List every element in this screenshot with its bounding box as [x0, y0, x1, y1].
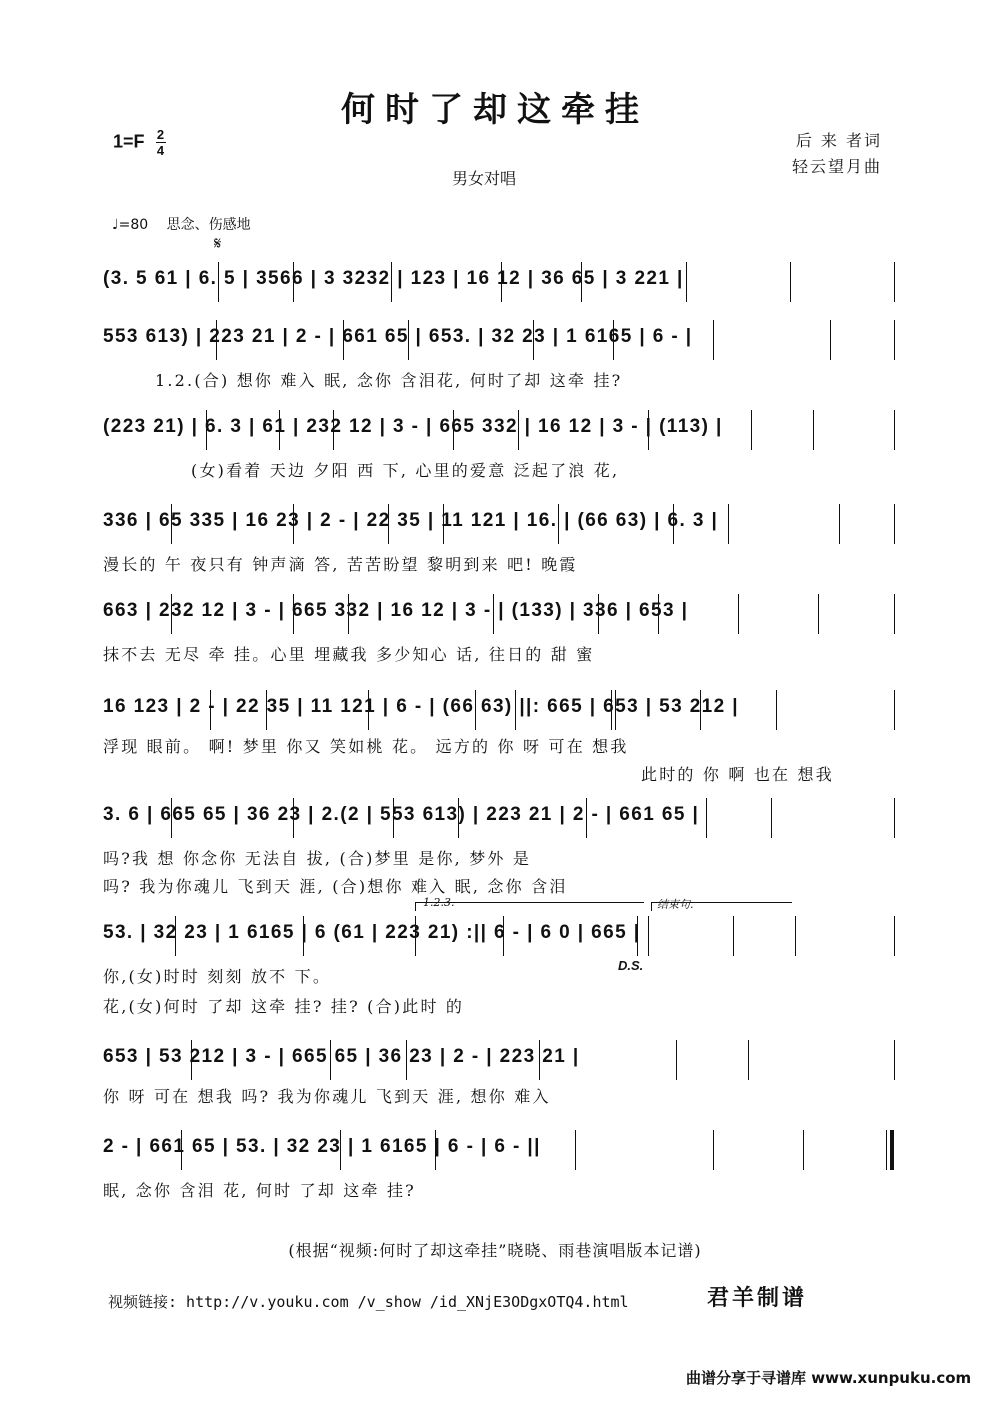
lyric-line-1: 眠, 念你 含泪 花, 何时 了却 这牵 挂?	[103, 1181, 416, 1200]
site-watermark: 曲谱分享于寻谱库 www.xunpuku.com	[686, 1369, 972, 1387]
lyric-line-1: 抹不去 无尽 牵 挂。心里 埋藏我 多少知心 话, 往日的 甜 蜜	[103, 645, 595, 664]
notation-line: 653 | 53 212 | 3 - | 665 65 | 36 23 | 2 - | 223 21 |	[103, 1046, 580, 1067]
notation-line: 663 | 232 12 | 3 - | 665 332 | 16 12 | 3 - | (133) | 336 | 653 |	[103, 600, 689, 621]
key-signature	[113, 128, 166, 157]
notation-line: 3. 6 | 665 65 | 36 23 | 2.(2 | 553 613) | 223 21 | 2 - | 661 65 |	[103, 804, 700, 825]
lyric-line-1: 漫长的 午 夜只有 钟声滴 答, 苦苦盼望 黎明到来 吧! 晚霞	[103, 555, 578, 574]
notation-line: 336 | 65 335 | 16 23 | 2 - | 22 35 | 11 121 | 16. | (66 63) | 6. 3 |	[103, 510, 719, 531]
lyricist-credit: 后 来 者词	[795, 131, 882, 150]
lyric-line-2: 此时的 你 啊 也在 想我	[641, 765, 834, 784]
time-signature-top: 2	[156, 127, 165, 142]
lyric-line-1: 你 呀 可在 想我 吗? 我为你魂儿 飞到天 涯, 想你 难入	[103, 1087, 551, 1106]
volta-2-label: 结束句.	[657, 898, 694, 911]
dal-segno-mark: D.S.	[618, 958, 644, 973]
notation-line: 553 613) | 223 21 | 2 - | 661 65 | 653. | 32 23 | 1 6165 | 6 - |	[103, 326, 693, 347]
lyric-line-1: 浮现 眼前。 啊! 梦里 你又 笑如桃 花。 远方的 你 呀 可在 想我	[103, 737, 629, 756]
segno-symbol: 𝄋	[214, 234, 222, 254]
lyric-line-2: 花,(女)何时 了却 这牵 挂? 挂? (合)此时 的	[103, 997, 465, 1016]
composer-credit: 轻云望月曲	[791, 157, 882, 176]
performance-subtitle: 男女对唱	[452, 169, 517, 188]
notation-line: (3. 5 61 | 6. 5 | 3566 | 3 3232 | 123 | 16 12 | 36 65 | 3 221 |	[103, 268, 684, 289]
lyric-line-1: 吗?我 想 你念你 无法自 拔, (合)梦里 是你, 梦外 是	[103, 849, 532, 868]
song-title: 何时了却这牵挂	[341, 90, 649, 130]
lyric-line-1: 你,(女)时时 刻刻 放不 下。	[103, 967, 332, 986]
time-signature-bottom: 4	[156, 143, 165, 158]
key-label: 1=F	[113, 131, 145, 152]
notation-line: (223 21) | 6. 3 | 61 | 232 12 | 3 - | 665 332 | 16 12 | 3 - | (113) |	[103, 416, 723, 437]
transcriber-signature: 君羊制谱	[707, 1285, 808, 1311]
notation-line: 16 123 | 2 - | 22 35 | 11 121 | 6 - | (66 63) ||: 665 | 653 | 53 212 |	[103, 696, 740, 717]
notation-line: 2 - | 661 65 | 53. | 32 23 | 1 6165 | 6 - | 6 - ||	[103, 1136, 541, 1157]
time-signature	[156, 128, 166, 157]
lyric-line-1: 1.2.(合) 想你 难入 眠, 念你 含泪花, 何时了却 这牵 挂?	[155, 371, 623, 390]
lyric-line-1: (女)看着 天边 夕阳 西 下, 心里的爱意 泛起了浪 花,	[191, 461, 620, 480]
notation-line: 53. | 32 23 | 1 6165 | 6 (61 | 223 21) :|| 6 - | 6 0 | 665 |	[103, 922, 641, 943]
volta-1-label: 1.2.3.	[423, 896, 455, 909]
lyric-line-2: 吗? 我为你魂儿 飞到天 涯, (合)想你 难入 眠, 念你 含泪	[103, 877, 568, 896]
video-link: 视频链接: http://v.youku.com /v_show /id_XNjE3ODgxOTQ4.html	[108, 1293, 629, 1311]
transcription-source-note: (根据“视频:何时了却这牵挂”晓晓、雨巷演唱版本记谱)	[288, 1241, 702, 1260]
tempo-marking: ♩=80 思念、伤感地	[112, 217, 251, 233]
